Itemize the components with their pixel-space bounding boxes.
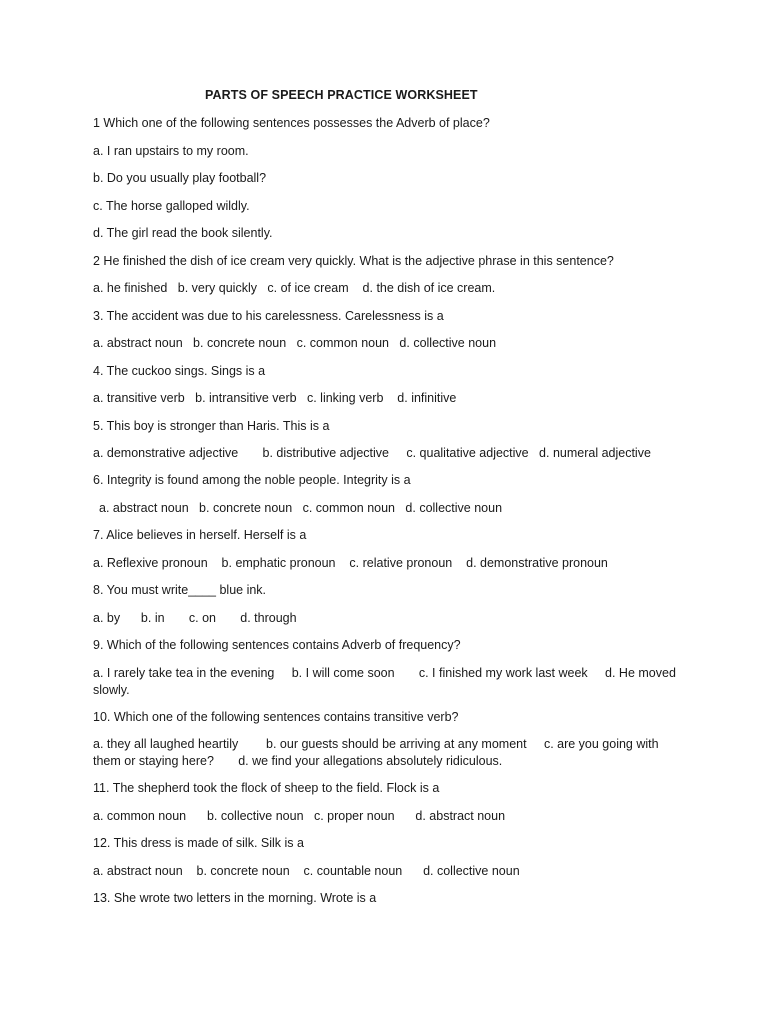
q3-options: a. abstract noun b. concrete noun c. common noun d. collective noun: [93, 336, 497, 350]
worksheet-title: PARTS OF SPEECH PRACTICE WORKSHEET: [205, 88, 478, 102]
question-9: 9. Which of the following sentences contains Adverb of frequency?: [93, 638, 461, 652]
q6-options: a. abstract noun b. concrete noun c. common noun d. collective noun: [99, 500, 503, 515]
question-7: 7. Alice believes in herself. Herself is a: [93, 528, 307, 542]
q4-options: a. transitive verb b. intransitive verb c. linking verb d. infinitive: [93, 391, 457, 405]
question-4: 4. The cuckoo sings. Sings is a: [93, 363, 266, 378]
q9-options: a. I rarely take tea in the evening b. I will come soon c. I finished my work last week d. He moved slowly.: [93, 665, 680, 697]
question-2: 2 He finished the dish of ice cream very quickly. What is the adjective phrase in this sentence?: [93, 253, 614, 268]
q11-options: a. common noun b. collective noun c. proper noun d. abstract noun: [93, 808, 506, 823]
question-3: 3. The accident was due to his carelessness. Carelessness is a: [93, 308, 444, 323]
question-11: 11. The shepherd took the flock of sheep to the field. Flock is a: [93, 781, 440, 795]
q1-option-b: b. Do you usually play football?: [93, 171, 267, 185]
question-6: 6. Integrity is found among the noble people. Integrity is a: [93, 473, 411, 487]
worksheet-body: [93, 115, 683, 918]
q1-option-c: c. The horse galloped wildly.: [93, 198, 250, 213]
q5-options: a. demonstrative adjective b. distributive adjective c. qualitative adjective d. numeral adjective: [93, 446, 651, 460]
q2-options: a. he finished b. very quickly c. of ice cream d. the dish of ice cream.: [93, 281, 496, 295]
question-13: 13. She wrote two letters in the morning. Wrote is a: [93, 891, 377, 905]
q1-option-d: d. The girl read the book silently.: [93, 226, 273, 240]
question-10: 10. Which one of the following sentences contains transitive verb?: [93, 709, 459, 724]
q12-options: a. abstract noun b. concrete noun c. countable noun d. collective noun: [93, 863, 520, 878]
q7-options: a. Reflexive pronoun b. emphatic pronoun c. relative pronoun d. demonstrative pronoun: [93, 555, 608, 570]
q10-options: a. they all laughed heartily b. our guests should be arriving at any moment c. are you going with them or staying here? d. we find your allegations absolutely ridiculous.: [93, 737, 663, 768]
question-5: 5. This boy is stronger than Haris. This is a: [93, 418, 330, 433]
question-1: 1 Which one of the following sentences possesses the Adverb of place?: [93, 116, 490, 130]
q1-option-a: a. I ran upstairs to my room.: [93, 143, 249, 158]
q8-options: a. by b. in c. on d. through: [93, 610, 297, 625]
question-8: 8. You must write____ blue ink.: [93, 583, 267, 597]
question-12: 12. This dress is made of silk. Silk is a: [93, 836, 304, 850]
